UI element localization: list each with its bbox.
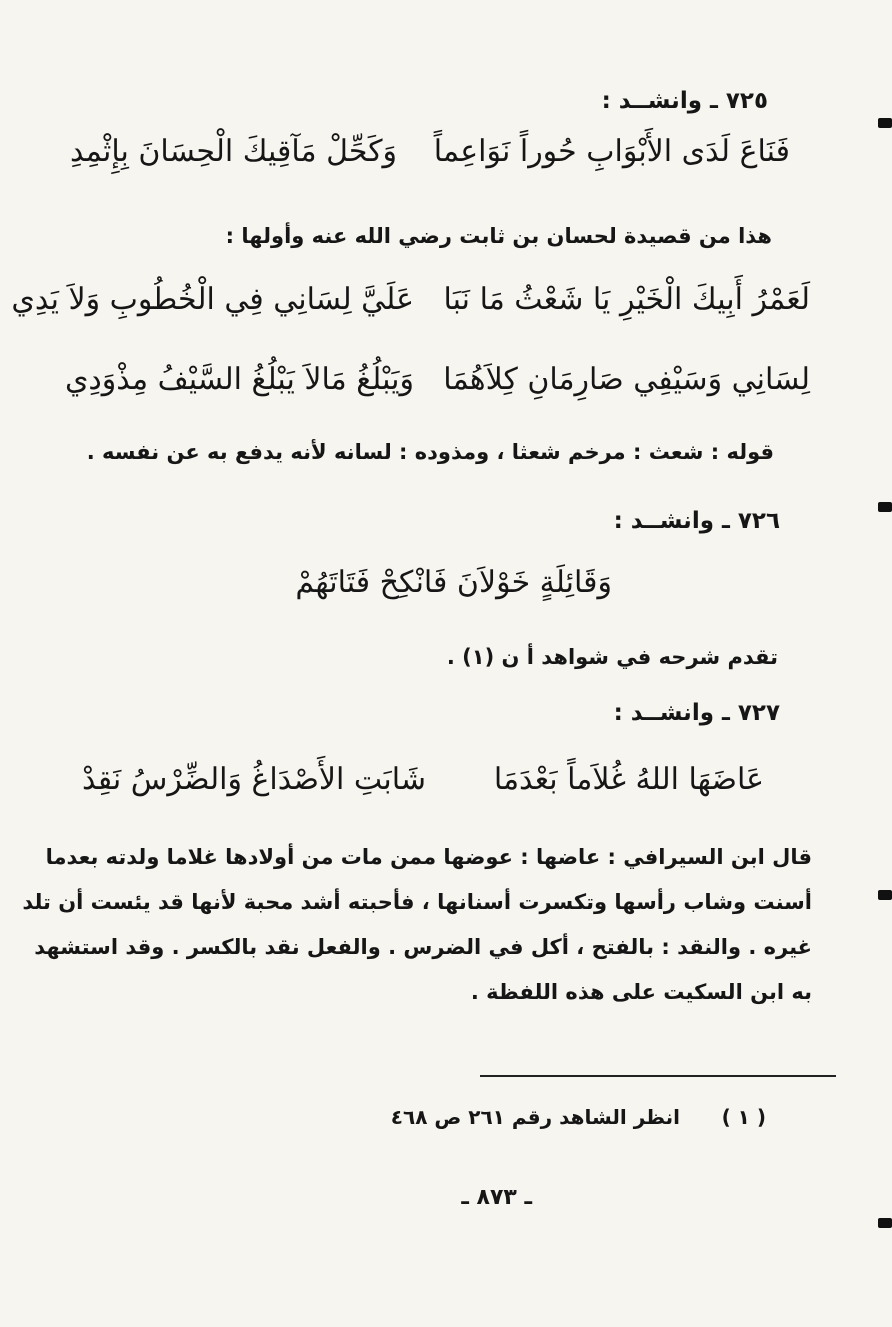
paragraph-line: أسنت وشاب رأسها وتكسرت أسنانها ، فأحبته أشد محبة لأنها قد يئست أن تلد: [22, 890, 812, 914]
entry-727-heading: ٧٢٧ ـ وانشــد :: [613, 700, 780, 726]
verse-725b-second-hemistich: عَلَيَّ لِسَانِي فِي الْخُطُوبِ وَلاَ يَدِي: [11, 282, 414, 317]
verse-725-second-hemistich: وَكَحِّلْ مَآقِيكَ الْحِسَانَ بِإِثْمِدِ: [69, 134, 397, 169]
verse-725-first-hemistich: فَنَاعَ لَدَى الأَبْوَابِ حُوراً نَوَاعِماً: [433, 134, 790, 169]
entry-726-note: تقدم شرحه في شواهد أ ن (١) .: [446, 645, 778, 669]
verse-725b-first-hemistich: لَعَمْرُ أَبِيكَ الْخَيْرِ يَا شَعْثُ مَا نَبَا: [443, 282, 810, 317]
binding-mark: [878, 118, 892, 128]
entry-725-commentary: هذا من قصيدة لحسان بن ثابت رضي الله عنه وأولها :: [225, 224, 772, 248]
entry-725-note: قوله : شعث : مرخم شعثا ، ومذوده : لسانه لأنه يدفع به عن نفسه .: [86, 440, 774, 464]
binding-mark: [878, 502, 892, 512]
binding-mark: [878, 1218, 892, 1228]
verse-725c-second-hemistich: وَيَبْلُغُ مَالاَ يَبْلُغُ السَّيْفُ مِذْوَدِي: [64, 362, 414, 397]
page-number: ـ ٨٧٣ ـ: [461, 1185, 532, 1210]
paragraph-line: غيره . والنقد : بالفتح ، أكل في الضرس . والفعل نقد بالكسر . وقد استشهد: [34, 935, 812, 959]
verse-725c-first-hemistich: لِسَانِي وَسَيْفِي صَارِمَانِ كِلاَهُمَا: [443, 362, 810, 397]
footnote-rule: [480, 1075, 836, 1077]
entry-726-heading: ٧٢٦ ـ وانشــد :: [613, 508, 780, 534]
paragraph-line: به ابن السكيت على هذه اللفظة .: [470, 980, 812, 1004]
footnote-text: انظر الشاهد رقم ٢٦١ ص ٤٦٨: [390, 1105, 680, 1129]
footnote-marker: ( ١ ): [721, 1105, 766, 1129]
entry-725-heading: ٧٢٥ ـ وانشــد :: [601, 88, 768, 114]
verse-727-second-hemistich: شَابَتِ الأَصْدَاغُ وَالضِّرْسُ نَقِدْ: [81, 762, 426, 797]
binding-mark: [878, 890, 892, 900]
verse-727-first-hemistich: عَاضَهَا اللهُ غُلاَماً بَعْدَمَا: [493, 762, 764, 797]
paragraph-line: قال ابن السيرافي : عاضها : عوضها ممن مات من أولادها غلاما ولدته بعدما: [45, 845, 812, 869]
verse-726: وَقَائِلَةٍ خَوْلاَنَ فَانْكِحْ فَتَاتَهُمْ: [295, 565, 612, 600]
